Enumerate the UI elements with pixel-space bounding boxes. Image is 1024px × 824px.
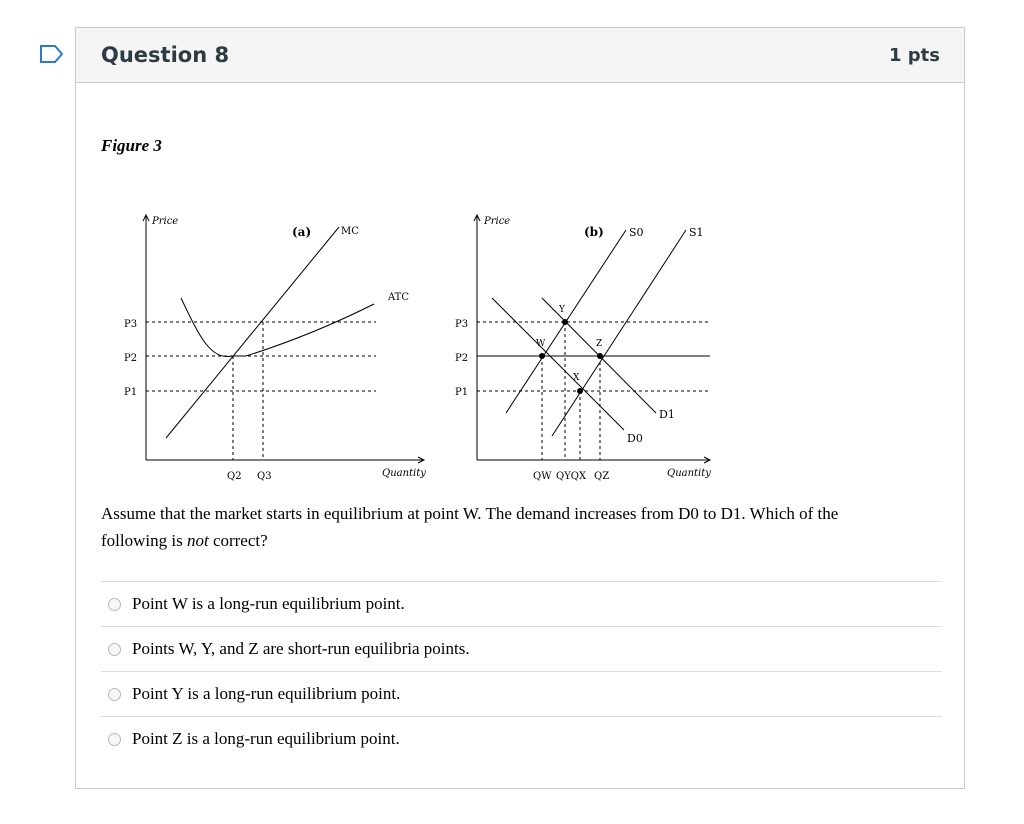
answer-text-3: Point Y is a long-run equilibrium point. bbox=[132, 684, 401, 703]
question-header bbox=[76, 28, 964, 83]
answer-radio-2[interactable] bbox=[108, 643, 121, 656]
answer-option-3[interactable] bbox=[101, 671, 942, 716]
panel-b-point-x bbox=[577, 388, 583, 394]
panel-a-mc-label: MC bbox=[341, 226, 359, 237]
panel-b-label-w: W bbox=[536, 339, 546, 349]
panel-b-label-y: Y bbox=[559, 305, 565, 315]
panel-a-tick-p1: P1 bbox=[124, 387, 138, 398]
answer-option-2[interactable] bbox=[101, 626, 942, 671]
question-flag-icon[interactable] bbox=[40, 45, 64, 63]
question-card bbox=[75, 27, 965, 789]
answer-radio-4[interactable] bbox=[108, 733, 121, 746]
question-points: 1 pts bbox=[889, 44, 940, 66]
panel-b-s1-curve bbox=[552, 230, 686, 436]
panel-b-s1-label: S1 bbox=[689, 226, 704, 239]
panel-b bbox=[455, 215, 711, 482]
answer-radio-3[interactable] bbox=[108, 688, 121, 701]
panel-b-s0-label: S0 bbox=[629, 226, 644, 239]
answer-text-4: Point Z is a long-run equilibrium point. bbox=[132, 729, 400, 748]
figure-3-graphs bbox=[106, 180, 726, 482]
panel-b-label: (b) bbox=[584, 225, 604, 239]
panel-a-tick-q3: Q3 bbox=[257, 471, 272, 482]
panel-a-tick-p2: P2 bbox=[124, 353, 138, 364]
panel-a-tick-p3: P3 bbox=[124, 319, 138, 330]
question-prompt bbox=[101, 500, 901, 554]
panel-b-point-z bbox=[597, 353, 603, 359]
answer-option-4[interactable] bbox=[101, 716, 942, 761]
answer-option-1[interactable] bbox=[101, 581, 942, 626]
panel-a bbox=[124, 215, 426, 482]
panel-b-d1-label: D1 bbox=[659, 408, 675, 421]
answer-radio-1[interactable] bbox=[108, 598, 121, 611]
panel-b-tick-qz: QZ bbox=[594, 471, 610, 482]
question-title: Question 8 bbox=[101, 43, 230, 67]
answer-text-1: Point W is a long-run equilibrium point. bbox=[132, 594, 405, 613]
panel-b-tick-p3: P3 bbox=[455, 319, 469, 330]
panel-b-tick-qyqx: QYQX bbox=[556, 471, 587, 482]
panel-a-mc-curve bbox=[166, 227, 339, 438]
answer-text-2: Points W, Y, and Z are short-run equilibria points. bbox=[132, 639, 470, 658]
panel-a-atc-label: ATC bbox=[388, 292, 409, 303]
panel-b-d0-label: D0 bbox=[627, 432, 643, 445]
answer-list bbox=[101, 581, 942, 761]
panel-b-d0-curve bbox=[492, 298, 624, 430]
panel-b-label-x: X bbox=[573, 373, 580, 383]
panel-b-y-label: Price bbox=[484, 216, 511, 227]
panel-b-point-y bbox=[562, 319, 568, 325]
panel-b-point-w bbox=[539, 353, 545, 359]
panel-a-tick-q2: Q2 bbox=[227, 471, 242, 482]
panel-b-tick-p1: P1 bbox=[455, 387, 469, 398]
panel-a-label: (a) bbox=[292, 225, 312, 239]
prompt-part-1: Assume that the market starts in equilibrium at point W. The demand increases from D0 to D1. Which of the following is bbox=[101, 504, 839, 550]
prompt-emphasis: not bbox=[186, 531, 209, 550]
panel-b-tick-qw: QW bbox=[533, 471, 552, 482]
panel-a-x-label: Quantity bbox=[382, 468, 426, 479]
panel-b-label-z: Z bbox=[596, 339, 603, 349]
prompt-part-2: correct? bbox=[208, 531, 268, 550]
panel-a-atc-curve bbox=[181, 298, 374, 357]
panel-a-y-label: Price bbox=[152, 216, 179, 227]
figure-caption: Figure 3 bbox=[101, 136, 162, 155]
panel-b-tick-p2: P2 bbox=[455, 353, 469, 364]
panel-b-x-label: Quantity bbox=[667, 468, 711, 479]
